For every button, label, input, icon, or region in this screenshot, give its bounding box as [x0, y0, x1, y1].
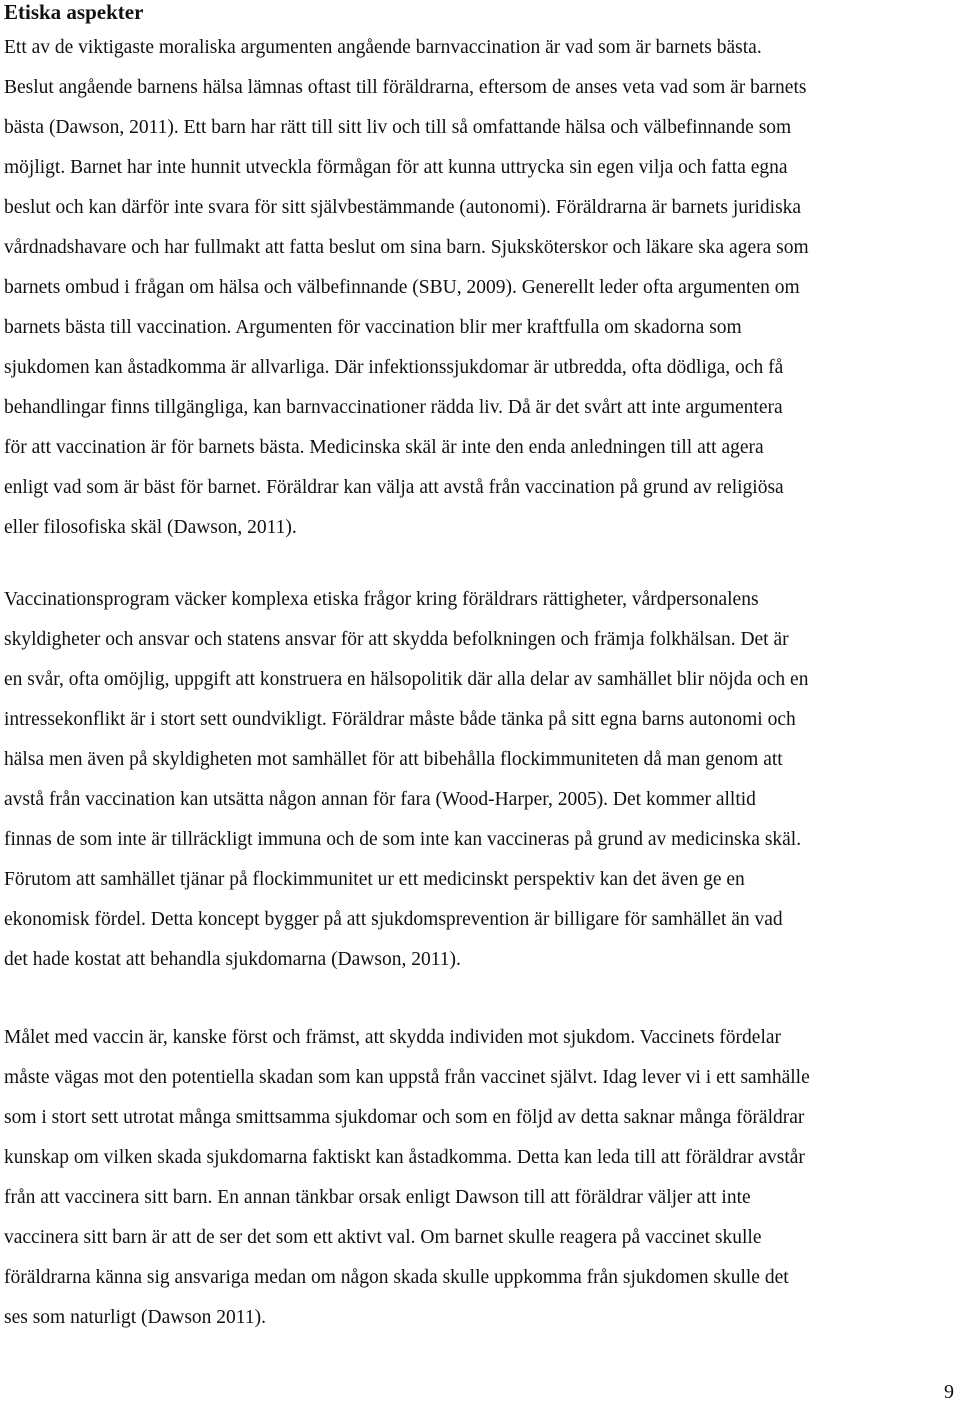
- text-line: föräldrarna känna sig ansvariga medan om någon skada skulle uppkomma från sjukdomen skulle det: [4, 1267, 789, 1288]
- text-line: beslut och kan därför inte svara för sitt självbestämmande (autonomi). Föräldrarna är barnets juridiska: [4, 197, 802, 218]
- text-line: kunskap om vilken skada sjukdomarna faktiskt kan åstadkomma. Detta kan leda till att föräldrar avstår: [4, 1147, 805, 1168]
- text-line: från att vaccinera sitt barn. En annan tänkbar orsak enligt Dawson till att föräldrar väljer att inte: [4, 1187, 751, 1208]
- text-line: enligt vad som är bäst för barnet. Föräldrar kan välja att avstå från vaccination på grund av religiösa: [4, 477, 784, 498]
- text-line: hälsa men även på skyldigheten mot samhället för att bibehålla flockimmuniteten då man genom att: [4, 749, 783, 770]
- text-line: eller filosofiska skäl (Dawson, 2011).: [4, 517, 297, 538]
- paragraph-3: [4, 1018, 960, 1338]
- text-line: skyldigheter och ansvar och statens ansvar för att skydda befolkningen och främja folkhälsan. Det är: [4, 629, 789, 650]
- text-line: barnets bästa till vaccination. Argumenten för vaccination blir mer kraftfulla om skadorna som: [4, 317, 742, 338]
- text-line: bästa (Dawson, 2011). Ett barn har rätt till sitt liv och till så omfattande hälsa och välbefinnande som: [4, 117, 792, 138]
- page-number: 9: [944, 1381, 954, 1403]
- text-line: barnets ombud i frågan om hälsa och välbefinnande (SBU, 2009). Generellt leder ofta argumenten om: [4, 277, 800, 298]
- text-line: finnas de som inte är tillräckligt immuna och de som inte kan vaccineras på grund av medicinska skäl.: [4, 829, 802, 850]
- text-line: vårdnadshavare och har fullmakt att fatta beslut om sina barn. Sjuksköterskor och läkare ska agera som: [4, 237, 809, 258]
- text-line: sjukdomen kan åstadkomma är allvarliga. Där infektionssjukdomar är utbredda, ofta dödliga, och få: [4, 357, 784, 378]
- section-heading: Etiska aspekter: [4, 0, 144, 24]
- text-line: Ett av de viktigaste moraliska argumenten angående barnvaccination är vad som är barnets bästa.: [4, 37, 762, 58]
- text-line: möjligt. Barnet har inte hunnit utveckla förmågan för att kunna uttrycka sin egen vilja och fatta egna: [4, 157, 788, 178]
- paragraph-2: [4, 580, 960, 980]
- text-line: Förutom att samhället tjänar på flockimmunitet ur ett medicinskt perspektiv kan det även ge en: [4, 869, 745, 890]
- text-line: Målet med vaccin är, kanske först och främst, att skydda individen mot sjukdom. Vaccinets fördelar: [4, 1027, 782, 1048]
- text-line: intressekonflikt är i stort sett oundvikligt. Föräldrar måste både tänka på sitt egna barns autonomi och: [4, 709, 796, 730]
- text-line: en svår, ofta omöjlig, uppgift att konstruera en hälsopolitik där alla delar av samhället blir nöjda och en: [4, 669, 809, 690]
- paragraph-1: [4, 28, 960, 548]
- text-line: Beslut angående barnens hälsa lämnas oftast till föräldrarna, eftersom de anses veta vad som är barnets: [4, 77, 807, 98]
- text-line: för att vaccination är för barnets bästa. Medicinska skäl är inte den enda anledningen till att agera: [4, 437, 764, 458]
- text-line: måste vägas mot den potentiella skadan som kan uppstå från vaccinet självt. Idag lever vi i ett samhälle: [4, 1067, 810, 1088]
- text-line: avstå från vaccination kan utsätta någon annan för fara (Wood-Harper, 2005). Det kommer alltid: [4, 789, 756, 810]
- text-line: som i stort sett utrotat många smittsamma sjukdomar och som en följd av detta saknar många föräldrar: [4, 1107, 805, 1128]
- text-line: vaccinera sitt barn är att de ser det som ett aktivt val. Om barnet skulle reagera på vaccinet skulle: [4, 1227, 762, 1248]
- text-line: det hade kostat att behandla sjukdomarna (Dawson, 2011).: [4, 949, 461, 970]
- text-line: behandlingar finns tillgängliga, kan barnvaccinationer rädda liv. Då är det svårt att inte argumentera: [4, 397, 783, 418]
- text-line: ekonomisk fördel. Detta koncept bygger på att sjukdomsprevention är billigare för samhället än vad: [4, 909, 783, 930]
- text-line: ses som naturligt (Dawson 2011).: [4, 1307, 266, 1328]
- text-line: Vaccinationsprogram väcker komplexa etiska frågor kring föräldrars rättigheter, vårdpersonalens: [4, 589, 759, 610]
